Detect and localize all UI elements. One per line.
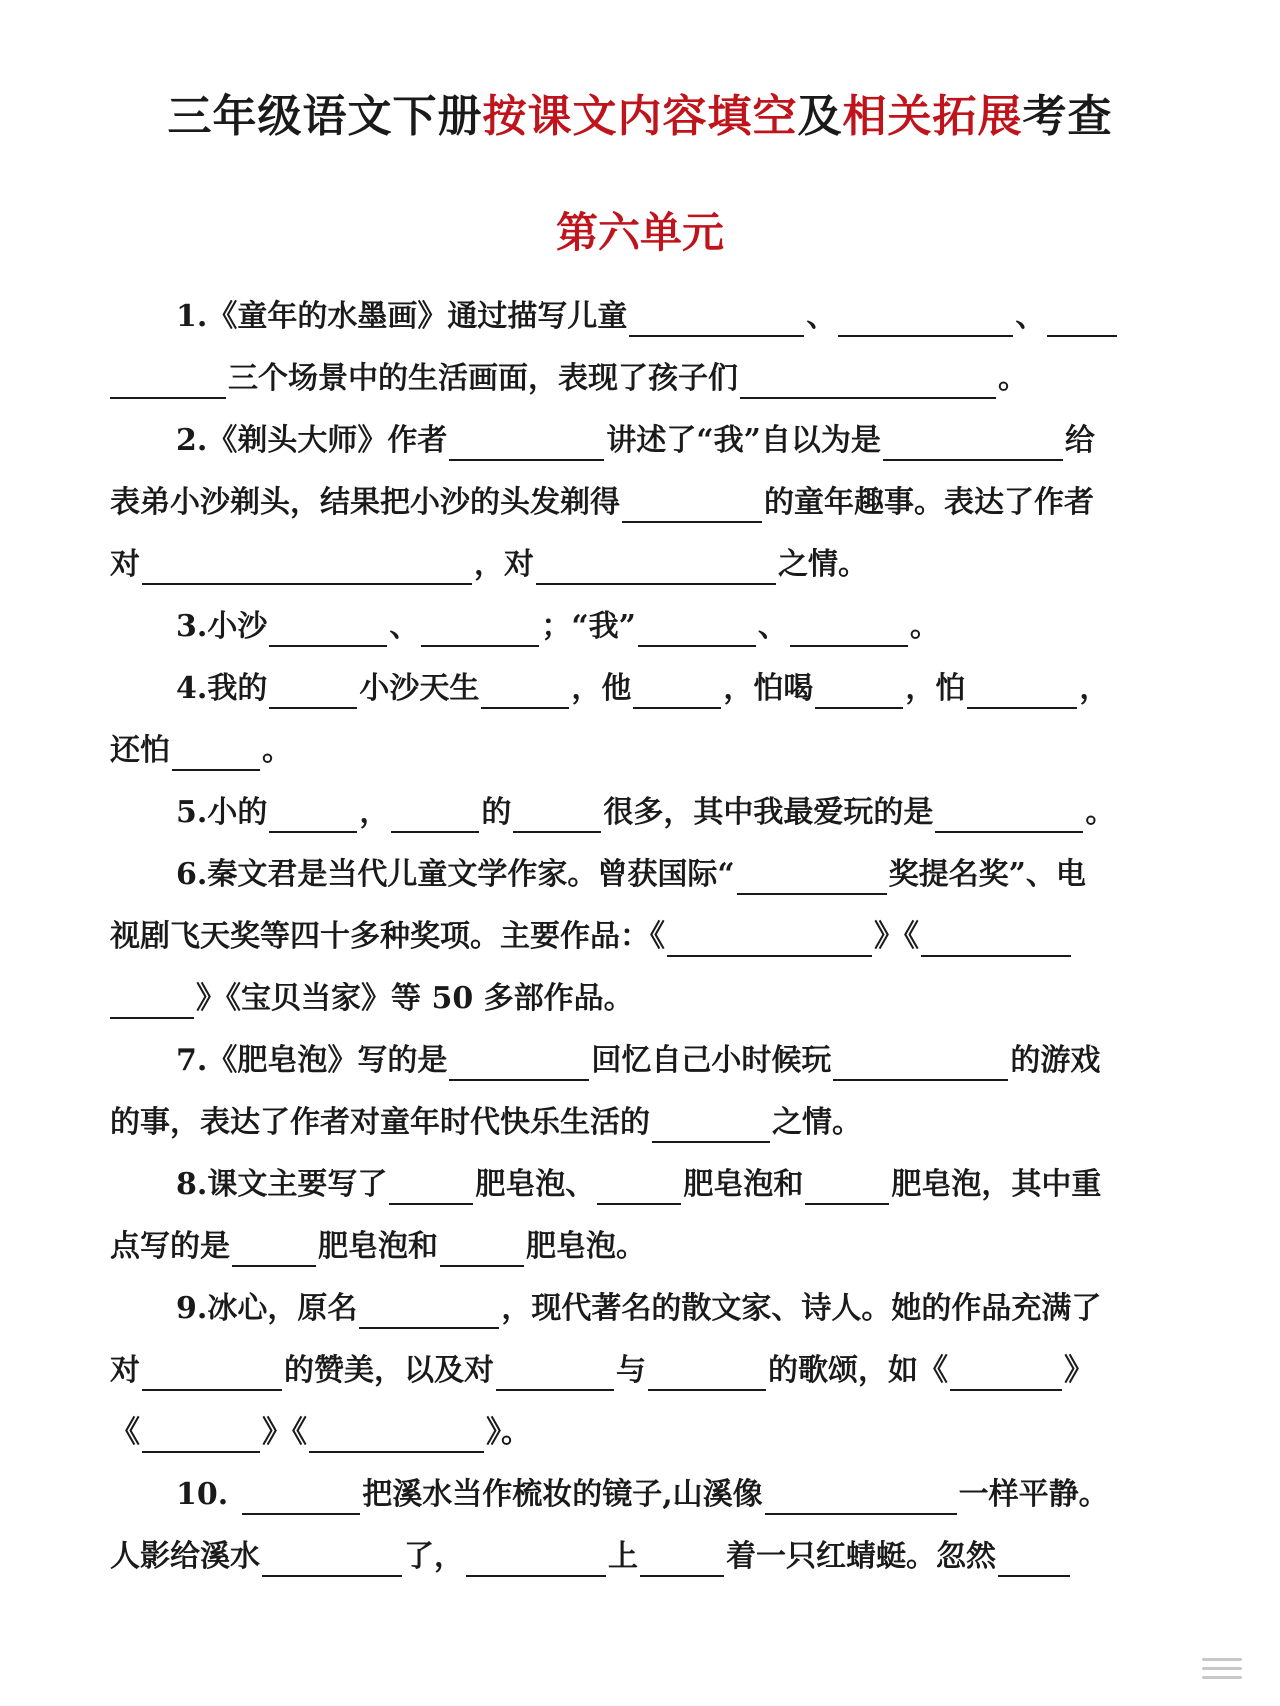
answer-blank[interactable] — [638, 609, 756, 647]
question-line: 4.我的 小沙天生 ，他 ，怕喝 ，怕 ， — [110, 658, 1185, 720]
answer-blank[interactable] — [883, 423, 1063, 461]
answer-blank[interactable] — [629, 299, 804, 337]
answer-blank[interactable] — [805, 1167, 889, 1205]
menu-lines-icon — [1202, 1658, 1242, 1680]
answer-blank[interactable] — [667, 919, 872, 957]
answer-blank[interactable] — [466, 1539, 606, 1577]
answer-blank[interactable] — [110, 981, 194, 1019]
question-line: 2.《剃头大师》作者 讲述了“我”自以为是 给 — [110, 410, 1185, 472]
question-line: 点写的是 肥皂泡和 肥皂泡。 — [110, 1216, 1185, 1278]
answer-blank[interactable] — [640, 1539, 724, 1577]
answer-blank[interactable] — [513, 795, 601, 833]
answer-blank[interactable] — [622, 485, 762, 523]
answer-blank[interactable] — [950, 1353, 1062, 1391]
answer-blank[interactable] — [737, 857, 887, 895]
answer-blank[interactable] — [833, 1043, 1008, 1081]
answer-blank[interactable] — [269, 671, 357, 709]
answer-blank[interactable] — [172, 733, 260, 771]
answer-blank[interactable] — [421, 609, 539, 647]
answer-blank[interactable] — [242, 1477, 360, 1515]
question-line: 对 ，对 之情。 — [110, 534, 1185, 596]
question-line: 还怕 。 — [110, 720, 1185, 782]
question-line: 的事，表达了作者对童年时代快乐生活的 之情。 — [110, 1092, 1185, 1154]
question-line: 10. 把溪水当作梳妆的镜子,山溪像 一样平静。 — [110, 1464, 1185, 1526]
answer-blank[interactable] — [269, 609, 387, 647]
question-line: 1.《童年的水墨画》通过描写儿童 、 、 — [110, 286, 1185, 348]
question-line: 7.《肥皂泡》写的是 回忆自己小时候玩 的游戏 — [110, 1030, 1185, 1092]
answer-blank[interactable] — [142, 1353, 282, 1391]
question-line: 表弟小沙剃头，结果把小沙的头发剃得 的童年趣事。表达了作者 — [110, 472, 1185, 534]
answer-blank[interactable] — [790, 609, 908, 647]
answer-blank[interactable] — [998, 1539, 1070, 1577]
question-line: 人影给溪水 了， 上 着一只红蜻蜓。忽然 — [110, 1526, 1185, 1588]
question-line: 6.秦文君是当代儿童文学作家。曾获国际“ 奖提名奖”、电 — [110, 844, 1185, 906]
answer-blank[interactable] — [269, 795, 357, 833]
answer-blank[interactable] — [389, 1167, 473, 1205]
answer-blank[interactable] — [633, 671, 721, 709]
answer-blank[interactable] — [838, 299, 1013, 337]
answer-blank[interactable] — [449, 423, 604, 461]
answer-blank[interactable] — [449, 1043, 589, 1081]
answer-blank[interactable] — [359, 1291, 499, 1329]
answer-blank[interactable] — [536, 547, 776, 585]
answer-blank[interactable] — [496, 1353, 614, 1391]
question-line: 5.小的 ， 的 很多，其中我最爱玩的是 。 — [110, 782, 1185, 844]
answer-blank[interactable] — [391, 795, 479, 833]
answer-blank[interactable] — [142, 547, 472, 585]
answer-blank[interactable] — [309, 1415, 484, 1453]
question-line: 对 的赞美，以及对 与 的歌颂，如《 》 — [110, 1340, 1185, 1402]
answer-blank[interactable] — [921, 919, 1071, 957]
answer-blank[interactable] — [262, 1539, 402, 1577]
answer-blank[interactable] — [740, 361, 996, 399]
page-title: 三年级语文下册按课文内容填空及相关拓展考查 — [167, 91, 1113, 142]
question-line: 视剧飞天奖等四十多种奖项。主要作品：《 》《 — [110, 906, 1185, 968]
question-line: 8.课文主要写了 肥皂泡、 肥皂泡和 肥皂泡，其中重 — [110, 1154, 1185, 1216]
answer-blank[interactable] — [652, 1105, 770, 1143]
question-line: 》《宝贝当家》等 50 多部作品。 — [110, 968, 1185, 1030]
answer-blank[interactable] — [648, 1353, 766, 1391]
question-line: 9.冰心，原名 ，现代著名的散文家、诗人。她的作品充满了 — [110, 1278, 1185, 1340]
worksheet-content — [110, 286, 1185, 1588]
answer-blank[interactable] — [1047, 299, 1117, 337]
question-line: 《 》《 》。 — [110, 1402, 1185, 1464]
answer-blank[interactable] — [440, 1229, 524, 1267]
answer-blank[interactable] — [142, 1415, 260, 1453]
answer-blank[interactable] — [765, 1477, 957, 1515]
answer-blank[interactable] — [232, 1229, 316, 1267]
question-line: 3.小沙 、 ；“我” 、 。 — [110, 596, 1185, 658]
unit-heading: 第六单元 — [555, 208, 724, 257]
answer-blank[interactable] — [110, 361, 226, 399]
answer-blank[interactable] — [815, 671, 903, 709]
answer-blank[interactable] — [967, 671, 1077, 709]
answer-blank[interactable] — [935, 795, 1083, 833]
answer-blank[interactable] — [597, 1167, 681, 1205]
question-line: 三个场景中的生活画面，表现了孩子们 。 — [110, 348, 1185, 410]
answer-blank[interactable] — [481, 671, 569, 709]
